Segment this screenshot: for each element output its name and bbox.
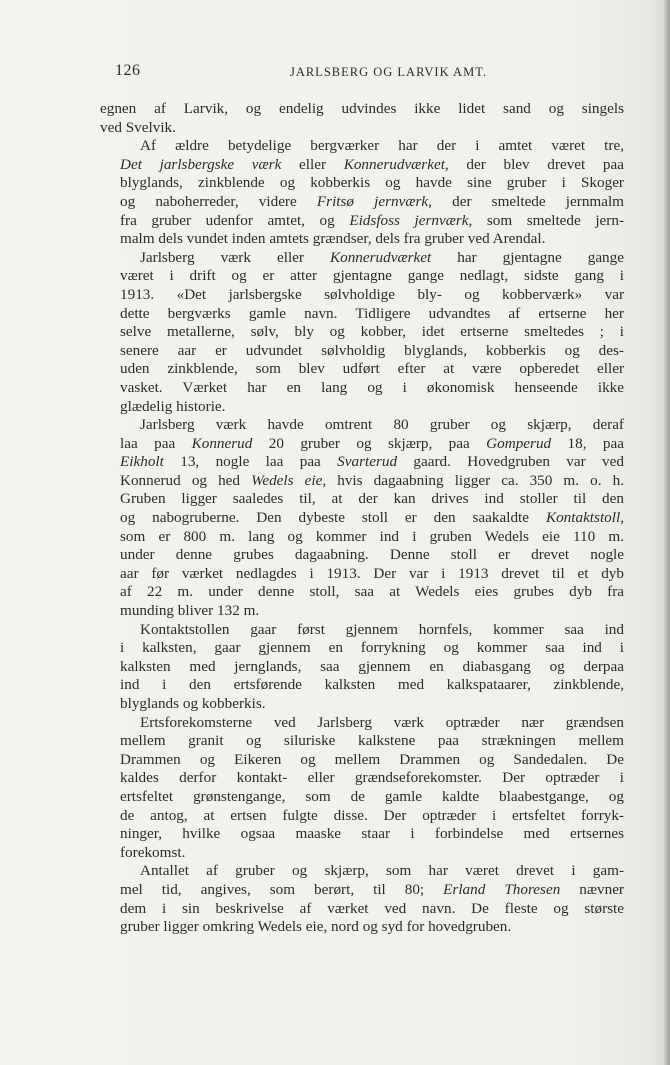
- italic-name: Eidsfoss jernværk: [349, 211, 469, 229]
- text-line: Jarlsberg værk havde omtrent 80 gruber og skjærp, deraf: [140, 416, 624, 434]
- italic-name: Wedels eie: [251, 471, 323, 489]
- text-line: aar før værket nedlagdes i 1913. Der var i 1913 drevet til et dyb: [120, 564, 624, 582]
- text-line: ninger, hvilke ogsaa maaske staar i forbindelse med ertsernes: [120, 825, 624, 843]
- text-line: Antallet af gruber og skjærp, som har været drevet i gam-: [140, 862, 624, 880]
- text-line: selve metallerne, sølv, bly og kobber, idet ertserne smeltedes ; i: [120, 323, 624, 341]
- italic-name: Gomperud: [486, 434, 552, 452]
- text-line: Jarlsberg værk eller Konnerudværket har gjentagne gange: [140, 248, 624, 266]
- text-line: været i drift og er atter gjentagne gange nedlagt, sidste gang i: [120, 267, 624, 285]
- text-line: ertsfeltet grønstengange, som de gamle kaldte blaabestgange, og: [120, 787, 624, 805]
- italic-name: Konnerud: [191, 434, 253, 452]
- italic-name: Konnerudværket: [343, 155, 445, 173]
- text-line: malm dels vundet inden amtets grændser, dels fra gruber ved Arendal.: [120, 230, 546, 248]
- text-line: Konnerud og hed Wedels eie, hvis dagaabning ligger ca. 350 m. o. h.: [120, 471, 624, 489]
- italic-name: Fritsø jernværk: [316, 192, 429, 210]
- text-line: blyglands, zinkblende og kobberkis og havde sine gruber i Skoger: [120, 174, 624, 192]
- italic-name: Det jarlsbergske værk: [120, 155, 282, 173]
- paragraph: [100, 100, 624, 137]
- text-line: ved Svelvik.: [100, 118, 176, 136]
- text-line: laa paa Konnerud 20 gruber og skjærp, paa Gomperud 18, paa: [120, 434, 624, 452]
- italic-name: Erland Thoresen: [443, 880, 561, 898]
- text-line: uden zinkblende, som blev udført efter at være opberedet eller: [120, 360, 624, 378]
- text-line: kaldes derfor kontakt- eller grændseforekomster. Der optræder i: [120, 769, 624, 787]
- text-line: dem i sin beskrivelse af værket ved navn. De fleste og største: [120, 899, 624, 917]
- text-line: i kalksten, gaar gjennem en forrykning og kommer saa ind i: [120, 639, 624, 657]
- body-text: [100, 100, 624, 937]
- text-line: Det jarlsbergske værk eller Konnerudværket, der blev drevet paa: [120, 155, 624, 173]
- text-line: kalksten med jernglands, saa gjennem en diabasgang og derpaa: [120, 657, 624, 675]
- text-line: fra gruber udenfor amtet, og Eidsfoss jernværk, som smeltede jern-: [120, 211, 624, 229]
- text-line: og naboherreder, videre Fritsø jernværk, der smeltede jernmalm: [120, 192, 624, 210]
- text-line: blyglands og kobberkis.: [120, 695, 266, 712]
- text-line: senere aar er udvundet sølvholdig blyglands, kobberkis og des-: [120, 341, 624, 359]
- text-line: under denne grubes dagaabning. Denne stoll er drevet nogle: [120, 546, 624, 564]
- text-line: mel tid, angives, som berørt, til 80; Erland Thoresen nævner: [120, 880, 624, 898]
- text-line: vasket. Værket har en lang og i økonomisk henseende ikke: [120, 378, 624, 396]
- text-line: glædelig historie.: [120, 397, 226, 415]
- text-line: munding bliver 132 m.: [120, 602, 260, 620]
- paragraph: [100, 416, 624, 621]
- text-line: 1913. «Det jarlsbergske sølvholdige bly- og kobberværk» var: [120, 285, 624, 303]
- italic-name: Svarterud: [337, 453, 398, 471]
- page-header: [97, 62, 620, 82]
- page-number: 126: [115, 62, 141, 79]
- text-line: de antog, at ertsen fulgte disse. Der optræder i ertsfeltet forryk-: [120, 806, 624, 824]
- text-line: egnen af Larvik, og endelig udvindes ikke lidet sand og singels: [100, 100, 624, 117]
- text-line: som er 800 m. lang og kommer ind i gruben Wedels eie 110 m.: [120, 527, 624, 545]
- page-edge: [664, 0, 670, 1065]
- italic-name: Konnerudværket: [329, 248, 432, 266]
- text-line: Drammen og Eikeren og mellem Drammen og Sandedalen. De: [120, 750, 624, 768]
- italic-name: Kontaktstoll: [545, 509, 621, 527]
- text-line: af 22 m. under denne stoll, saa at Wedels eies grubes dyb fra: [120, 583, 624, 601]
- text-line: Ertsforekomsterne ved Jarlsberg værk optræder nær grændsen: [140, 713, 624, 731]
- text-line: og nabogruberne. Den dybeste stoll er den saakaldte Kontaktstoll,: [120, 509, 624, 527]
- text-line: Af ældre betydelige bergværker har der i amtet været tre,: [140, 137, 624, 155]
- paragraph: [100, 714, 624, 863]
- paragraph: [100, 137, 624, 249]
- paragraph: [100, 862, 624, 936]
- paragraph: [100, 249, 624, 416]
- running-head: JARLSBERG OG LARVIK AMT.: [289, 65, 488, 79]
- text-line: forekomst.: [120, 843, 186, 861]
- text-line: ind i den ertsførende kalksten med kalkspataarer, zinkblende,: [120, 676, 624, 694]
- paragraph: [100, 621, 624, 714]
- text-line: gruber ligger omkring Wedels eie, nord og syd for hovedgruben.: [120, 918, 512, 936]
- text-line: dette bergværks gamle navn. Tidligere udvandtes af ertserne her: [120, 304, 624, 322]
- italic-name: Eikholt: [120, 453, 164, 471]
- text-line: Eikholt 13, nogle laa paa Svarterud gaard. Hovedgruben var ved: [120, 453, 624, 471]
- text-line: Gruben ligger saaledes til, at der kan drives ind stoller til den: [120, 490, 624, 508]
- text-line: Kontaktstollen gaar først gjennem hornfels, kommer saa ind: [140, 620, 624, 638]
- text-line: mellem granit og siluriske kalkstene paa strækningen mellem: [120, 732, 624, 750]
